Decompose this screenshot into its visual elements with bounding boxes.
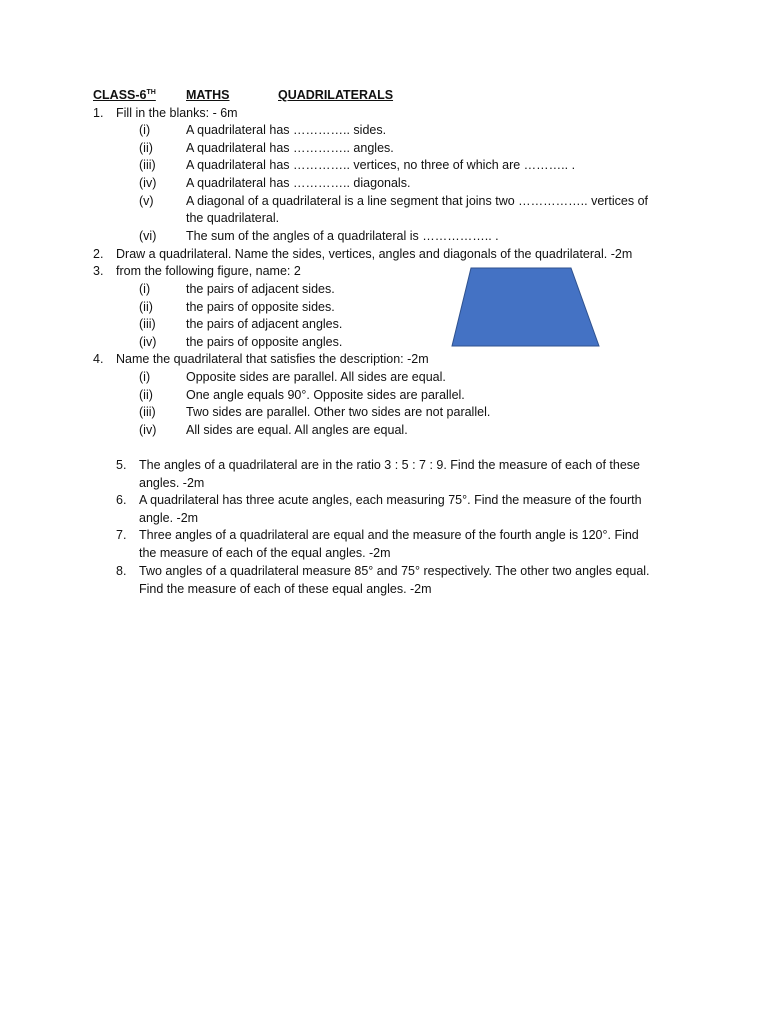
header-class: CLASS-6TH [93, 88, 156, 102]
item-label: (ii) [139, 300, 153, 314]
question-number: 4. [93, 352, 104, 366]
question-text: from the following figure, name: 2 [116, 264, 301, 278]
question-text-continued: the measure of each of the equal angles. -2m [139, 546, 391, 560]
item-label: (i) [139, 370, 151, 384]
item-label: (iv) [139, 335, 157, 349]
item-label: (v) [139, 194, 154, 208]
item-text: the pairs of adjacent angles. [186, 317, 343, 331]
item-text: A quadrilateral has ………….. vertices, no three of which are ……….. . [186, 158, 576, 172]
item-text: the pairs of opposite sides. [186, 300, 335, 314]
question-number: 8. [116, 564, 127, 578]
question-text: Name the quadrilateral that satisfies the description: -2m [116, 352, 429, 366]
item-text: the pairs of adjacent sides. [186, 282, 335, 296]
question-text-continued: angles. -2m [139, 476, 205, 490]
item-text: Two sides are parallel. Other two sides are not parallel. [186, 405, 491, 419]
item-label: (ii) [139, 141, 153, 155]
question-number: 2. [93, 247, 104, 261]
item-text: A quadrilateral has ………….. sides. [186, 123, 387, 137]
header-topic: QUADRILATERALS [278, 88, 394, 102]
trapezium-figure [450, 266, 602, 350]
question-text-continued: Find the measure of each of these equal angles. -2m [139, 582, 432, 596]
question-text: Three angles of a quadrilateral are equal and the measure of the fourth angle is 120°. Find [139, 528, 639, 542]
item-text: All sides are equal. All angles are equal. [186, 423, 408, 437]
question-number: 7. [116, 528, 127, 542]
question-number: 1. [93, 106, 104, 120]
item-text-continued: the quadrilateral. [186, 211, 280, 225]
item-text: the pairs of opposite angles. [186, 335, 343, 349]
item-label: (vi) [139, 229, 157, 243]
item-label: (iii) [139, 405, 156, 419]
item-label: (iv) [139, 176, 157, 190]
item-text: A diagonal of a quadrilateral is a line segment that joins two …………….. vertices of [186, 194, 649, 208]
question-number: 3. [93, 264, 104, 278]
item-label: (iv) [139, 423, 157, 437]
item-label: (iii) [139, 317, 156, 331]
question-number: 5. [116, 458, 127, 472]
class-superscript: TH [146, 88, 156, 96]
item-text: One angle equals 90°. Opposite sides are parallel. [186, 388, 465, 402]
item-label: (i) [139, 282, 151, 296]
trapezium-shape [452, 268, 599, 346]
item-text: Opposite sides are parallel. All sides are equal. [186, 370, 446, 384]
item-text: A quadrilateral has ………….. diagonals. [186, 176, 411, 190]
item-text: The sum of the angles of a quadrilateral is …………….. . [186, 229, 499, 243]
question-text: A quadrilateral has three acute angles, each measuring 75°. Find the measure of the fourth [139, 493, 642, 507]
header-subject: MATHS [186, 88, 230, 102]
item-label: (iii) [139, 158, 156, 172]
question-text: Draw a quadrilateral. Name the sides, vertices, angles and diagonals of the quadrilateral. -2m [116, 247, 633, 261]
item-text: A quadrilateral has ………….. angles. [186, 141, 394, 155]
question-text-continued: angle. -2m [139, 511, 199, 525]
question-text: Two angles of a quadrilateral measure 85° and 75° respectively. The other two angles equal. [139, 564, 650, 578]
item-label: (ii) [139, 388, 153, 402]
item-label: (i) [139, 123, 151, 137]
question-number: 6. [116, 493, 127, 507]
question-text: Fill in the blanks: - 6m [116, 106, 238, 120]
question-text: The angles of a quadrilateral are in the ratio 3 : 5 : 7 : 9. Find the measure of each of these [139, 458, 640, 472]
